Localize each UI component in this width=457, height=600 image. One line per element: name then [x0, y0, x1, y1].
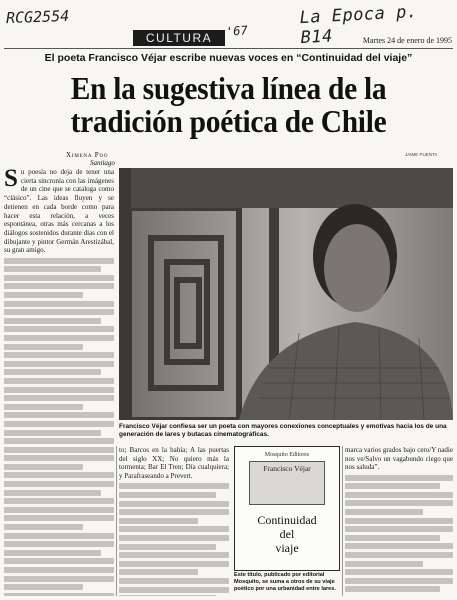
- drop-cap: S: [4, 168, 18, 192]
- article-column-4-text: marca varios grados bajo cero/Y nadie nos ve/Salvo un vagabundo ciego que nos saluda”.: [345, 446, 453, 472]
- book-publisher: Mosquito Editores: [264, 452, 310, 458]
- handwritten-archive-code: RCG2554: [5, 6, 70, 28]
- article-column-1: [4, 168, 114, 596]
- book-cover: [234, 446, 340, 571]
- headline: En la sugestiva línea de la tradición poética de Chile: [70, 70, 387, 139]
- section-label: CULTURA: [133, 30, 225, 46]
- byline-dateline: Santiago: [90, 159, 115, 167]
- column-rule: [342, 446, 343, 596]
- photo-caption: Francisco Véjar confiesa ser un poeta con mayores conexiones conceptuales y emotivas hacia los de una generación de lares y butacas cinematográficas.: [119, 423, 447, 438]
- article-lead-text: u poesía no deja de tener una cierta sincronía con las imágenes de un cine que se cataloga como “clásico”. Las ideas fluyen y se detienen en cada borde como para hacer esta relación, a veces espontánea, otras más cercanas a los diálogos sostenidos durante días con el dibujante y pintor Germán Arestizábal, su gran amigo.: [4, 168, 114, 255]
- book-title-line: viaje: [275, 541, 299, 555]
- book-caption: Este título, publicado por editorial Mosquito, se suma a otros de su viaje poético por una urbanidad entre lares.: [234, 572, 336, 592]
- photo-illustration: [119, 168, 453, 420]
- article-column-2: [119, 446, 229, 596]
- photo-credit: JAIME PUENTA: [405, 152, 438, 157]
- byline-author: Ximena Poo: [66, 151, 109, 159]
- book-title-line: Continuidad: [257, 513, 317, 527]
- portrait-photo: [119, 168, 453, 420]
- article-column-4: [345, 446, 453, 596]
- handwritten-source-note: La Epoca p. B14: [299, 1, 419, 49]
- book-title: [235, 513, 339, 555]
- handwritten-number: '67: [225, 23, 249, 39]
- book-title-line: del: [279, 527, 295, 541]
- header-rule: [4, 48, 453, 49]
- publication-date: Martes 24 de enero de 1995: [362, 36, 452, 45]
- kicker: El poeta Francisco Véjar escribe nuevas voces en “Continuidad del viaje”: [44, 52, 413, 64]
- column-rule: [116, 446, 117, 596]
- book-author: Francisco Véjar: [263, 464, 311, 473]
- article-column-2-text: to; Barcos en la bahía; A las puertas del siglo XX; No quiero más la tormenta; Bar El Tren; Día cualquiera; y Parafraseando a Prevert.: [119, 446, 229, 481]
